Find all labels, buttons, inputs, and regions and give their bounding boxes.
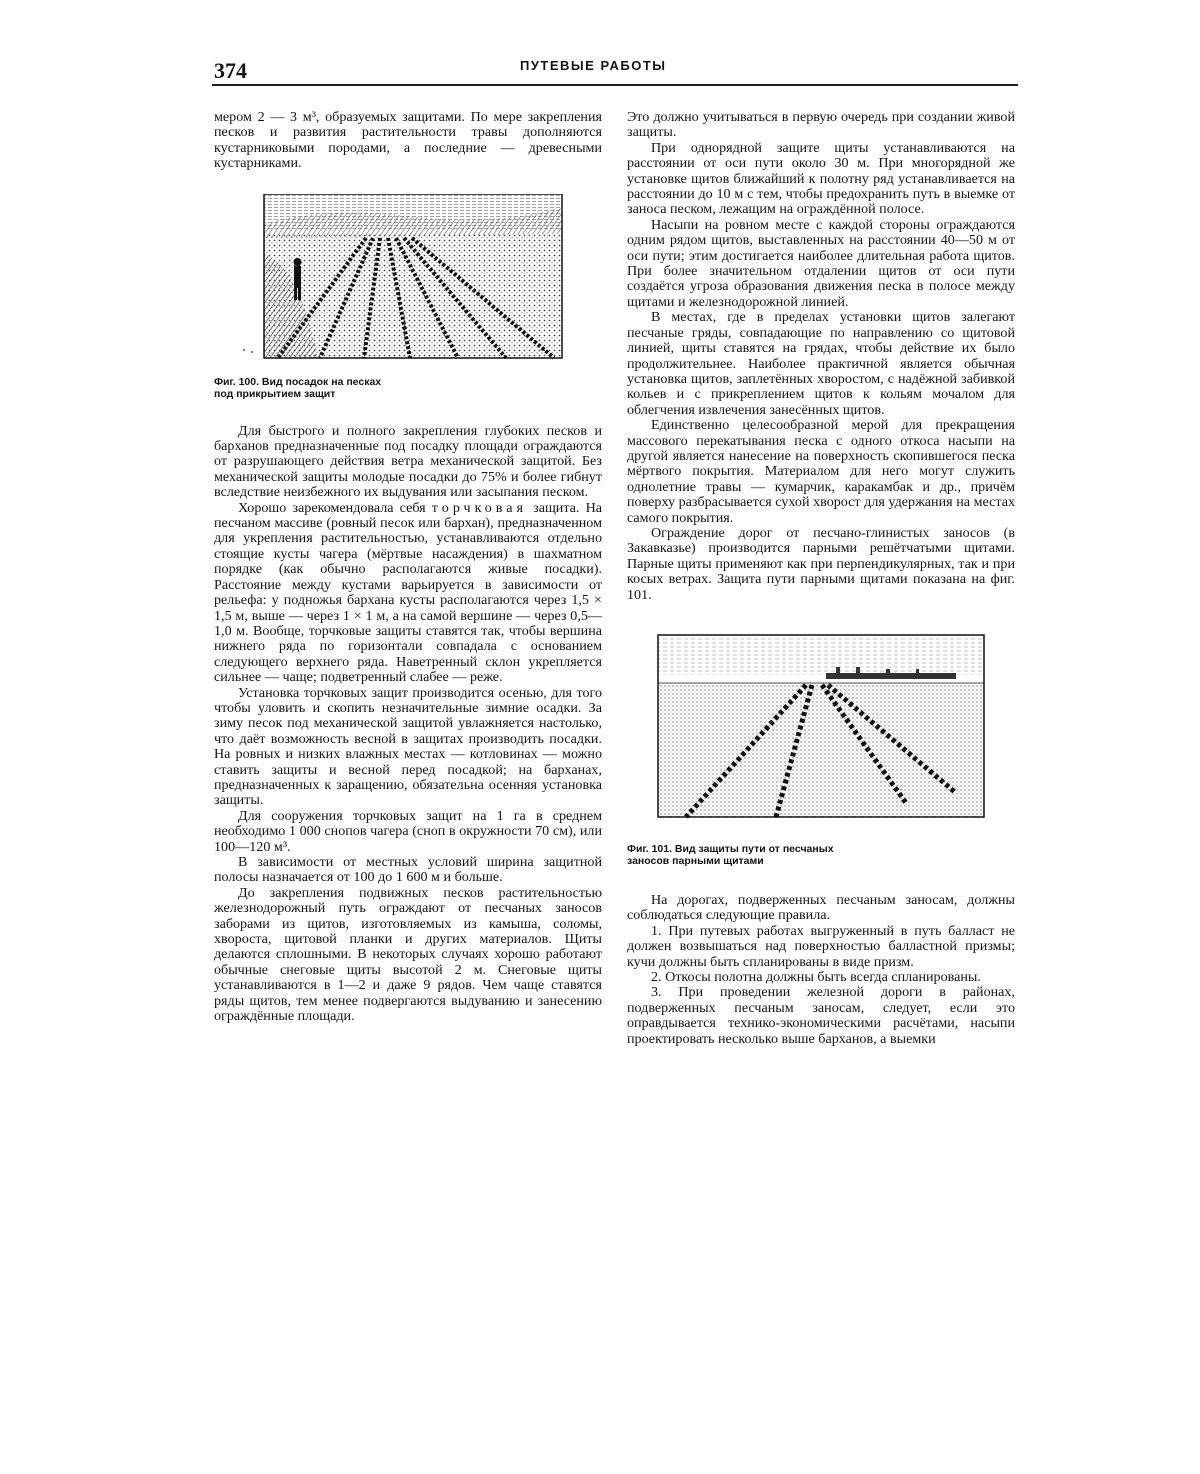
header-rule xyxy=(212,84,1018,86)
page-number: 374 xyxy=(214,58,247,83)
paragraph: 2. Откосы полотна должны быть всегда спланированы. xyxy=(651,969,981,986)
figure-100-caption-line2: под прикрытием защит xyxy=(214,387,336,400)
figure-100-illustration xyxy=(238,194,578,362)
spaced-term: торчковая xyxy=(431,499,527,516)
figure-101 xyxy=(627,633,1015,867)
paragraph: Для быстрого и полного закрепления глубоких песков и барханов предназначенные под посадку площади ограждаются от разрушающего действия ветра механической защитой. Без механической защиты молодые посадки до 75% и более гибнут вследствие неизбежного их выдувания или засыпания песком. xyxy=(214,422,602,501)
right-column xyxy=(627,110,1015,1047)
paragraph: 1. При путевых работах выгруженный в путь балласт не должен возвышаться над поверхностью балластной призмы; кучи должны быть спланированы в виде призм. xyxy=(627,922,1015,970)
paragraph: Насыпи на ровном месте с каждой стороны ограждаются одним рядом щитов, выставленных на расстоянии 40—50 м от оси пути; этим достигается наиболее длительная работа щитов. При более значительном отдалении щитов от оси пути создаётся угроза образования движения песка в полосе между щитами и железнодорожной линией. xyxy=(627,216,1015,310)
running-head: ПУТЕВЫЕ РАБОТЫ xyxy=(520,58,667,73)
paragraph: При однорядной защите щиты устанавливаются на расстоянии от оси пути около 30 м. При многорядной же установке щитов ближайший к полотну ряд устанавливается на расстоянии до 10 м с тем, чтобы предохранить путь в выемке от заноса песком, лежащим на ограждённой полосе. xyxy=(627,139,1015,218)
paragraph: Это должно учитываться в первую очередь при создании живой защиты. xyxy=(627,109,1015,141)
paragraph: До закрепления подвижных песков растительностью железнодорожный путь ограждают от песчаных заносов заборами из щитов, изготовляемых из камыша, соломы, хвороста, щитовой планки и других материалов. Щиты делаются сплошными. В некоторых случаях хорошо работают обычные снеговые щиты высотой 2 м. Снеговые щиты устанавливаются в 1—2 и даже 9 рядов. Чем чаще ставятся ряды щитов, тем менее подвергаются выдуванию и занесению ограждённые площади. xyxy=(214,884,602,1025)
paragraph xyxy=(214,501,602,686)
figure-101-caption: Фиг. 101. Вид защиты пути от песчаных xyxy=(627,843,834,855)
text-run: Хорошо зарекомендовала себя xyxy=(238,499,432,516)
paragraph: На дорогах, подверженных песчаным заносам, должны соблюдаться следующие правила. xyxy=(627,892,1015,924)
paragraph: В местах, где в пределах установки щитов залегают песчаные гряды, совпадающие по направлению со щитовой линией, щиты ставятся на грядах, чтобы действие их было продолжительнее. Наиболее практичной является обычная установка щитов, заплетённых хворостом, с надёжной забивкой кольев и с прикреплением щитов к кольям мочалом для облегчения извлечения занесённых щитов. xyxy=(627,309,1015,418)
text-run: защита. На песчаном массиве (ровный песок или бархан), предназначенном для укрепления растительностью, устанавливаются отдельно стоящие кусты чагера (мёртвые насаждения) в шахматном порядке (как обычно располагаются живые посадки). Расстояние между кустами варьируется в зависимости от рельефа: у подножья бархана кусты располагаются через 1,5 × 1,5 м, выше — через 1 × 1 м, а на самой вершине — через 0,5—1,0 м. Вообще, торчковые защиты ставятся так, чтобы вершина нижнего ряда по горизонтали совпадала с основанием следующего верхнего ряда. Наветренный склон укрепляется сильнее — чаще; подветренный слабее — реже. xyxy=(214,499,603,686)
figure-101-illustration xyxy=(656,633,986,819)
left-column xyxy=(214,110,602,1024)
figure-101-caption-line2: заносов парными щитами xyxy=(627,855,764,867)
paragraph: Единственно целесообразной мерой для прекращения массового перекатывания песка с одного откоса насыпи на другой является нанесение на поверхность скопившегося песка мёртвого покрытия. Материалом для него могут служить однолетние травы — кумарчик, каракамбак и др., причём поверху разбрасывается сухой хворост для удержания на местах самого покрытия. xyxy=(627,417,1015,526)
paragraph: 3. При проведении железной дороги в районах, подверженных песчаным заносам, следует, если это оправдывается технико-экономическими расчётами, насыпи проектировать несколько выше барханов, а выемки xyxy=(627,984,1015,1047)
paragraph: В зависимости от местных условий ширина защитной полосы назначается от 100 до 1 600 м и больше. xyxy=(214,854,602,886)
figure-100-caption: Фиг. 100. Вид посадок на песках xyxy=(214,375,382,388)
paragraph: Ограждение дорог от песчано-глинистых заносов (в Закавказье) производится парными решётчатыми щитами. Парные щиты применяют как при перпендикулярных, так и при косых ветрах. Защита пути парными щитами показана на фиг. 101. xyxy=(627,524,1015,603)
paragraph: мером 2 — 3 м³, образуемых защитами. По мере закрепления песков и развития растительности травы дополняются кустарниковыми породами, а последние — древесными кустарниками. xyxy=(214,109,602,172)
paragraph: Установка торчковых защит производится осенью, для того чтобы уловить и скопить незначительные зимние осадки. За зиму песок под механической защитой увлажняется настолько, что даёт возможность весной в защитах производить посадки. На ровных и низких влажных местах — котловинах — можно ставить защиты и весной перед посадкой; на барханах, предназначенных к заращению, обязательна осенняя установка защиты. xyxy=(214,684,602,809)
paragraph: Для сооружения торчковых защит на 1 га в среднем необходимо 1 000 снопов чагера (сноп в окружности 70 см), или 100—120 м³. xyxy=(214,807,602,855)
figure-100 xyxy=(214,194,602,400)
